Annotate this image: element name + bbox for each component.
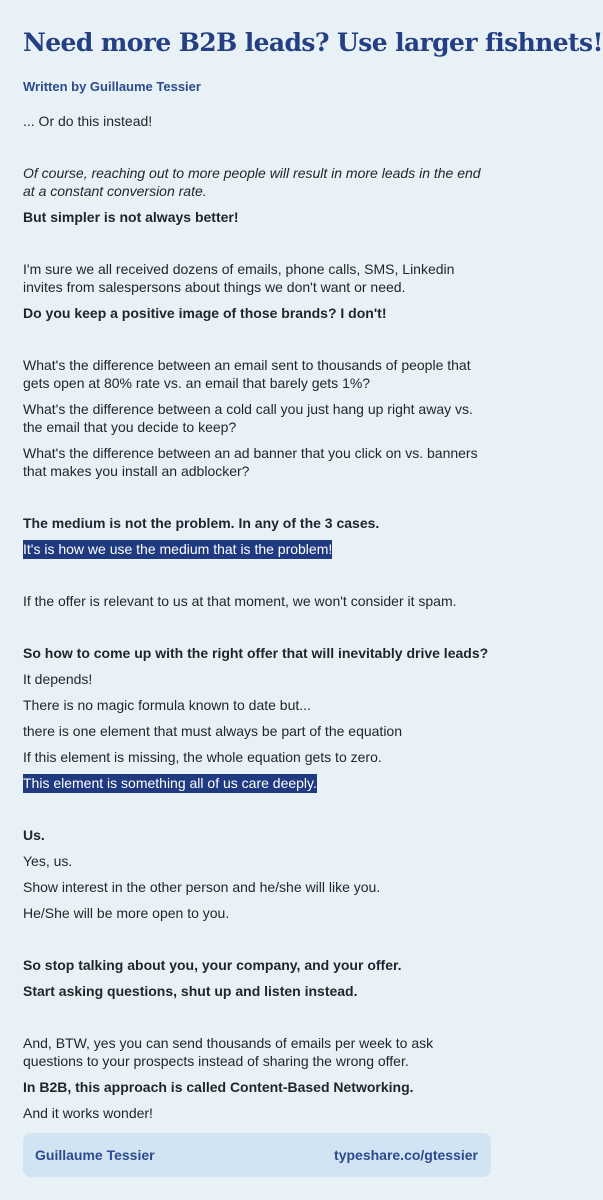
article-body: [23, 112, 490, 1122]
paragraph-italic: Of course, reaching out to more people will result in more leads in the end at a constant conversion rate.: [23, 165, 481, 199]
paragraph: It depends!: [23, 671, 93, 687]
paragraph: Show interest in the other person and he/she will like you.: [23, 879, 381, 895]
paragraph-bold: Start asking questions, shut up and listen instead.: [23, 983, 358, 999]
paragraph: What's the difference between a cold call you just hang up right away vs. the email that you decide to keep?: [23, 401, 473, 435]
footer-author-name: Guillaume Tessier: [35, 1147, 155, 1163]
paragraph: There is no magic formula known to date but...: [23, 697, 311, 713]
paragraph-intro: ... Or do this instead!: [23, 113, 153, 129]
paragraph: I'm sure we all received dozens of emails, phone calls, SMS, Linkedin invites from salespersons about things we don't want or need.: [23, 261, 455, 295]
paragraph-bold: Us.: [23, 827, 45, 843]
paragraph: And, BTW, yes you can send thousands of emails per week to ask questions to your prospects instead of sharing the wrong offer.: [23, 1035, 434, 1069]
paragraph-bold: But simpler is not always better!: [23, 209, 239, 225]
paragraph: He/She will be more open to you.: [23, 905, 230, 921]
highlight-text: This element is something all of us care deeply.: [23, 775, 317, 791]
paragraph: there is one element that must always be part of the equation: [23, 723, 403, 739]
paragraph: What's the difference between an ad banner that you click on vs. banners that makes you install an adblocker?: [23, 445, 478, 479]
author-byline: Written by Guillaume Tessier: [23, 79, 201, 94]
paragraph-bold: In B2B, this approach is called Content-Based Networking.: [23, 1079, 414, 1095]
paragraph-bold: So stop talking about you, your company, and your offer.: [23, 957, 402, 973]
paragraph-bold: So how to come up with the right offer that will inevitably drive leads?: [23, 645, 489, 661]
footer-profile-link[interactable]: typeshare.co/gtessier: [334, 1147, 478, 1163]
paragraph-bold: The medium is not the problem. In any of the 3 cases.: [23, 515, 380, 531]
highlighted-line: [23, 774, 490, 792]
paragraph: If this element is missing, the whole equation gets to zero.: [23, 749, 382, 765]
highlight-text: It's is how we use the medium that is the problem!: [23, 541, 333, 557]
author-footer: [23, 1133, 491, 1177]
paragraph-bold: Do you keep a positive image of those brands? I don't!: [23, 305, 387, 321]
article-title: Need more B2B leads? Use larger fishnets!: [23, 28, 603, 57]
paragraph: If the offer is relevant to us at that moment, we won't consider it spam.: [23, 593, 457, 609]
paragraph: Yes, us.: [23, 853, 73, 869]
paragraph: What's the difference between an email sent to thousands of people that gets open at 80% rate vs. an email that barely gets 1%?: [23, 357, 471, 391]
highlighted-line: [23, 540, 490, 558]
paragraph: And it works wonder!: [23, 1105, 153, 1121]
